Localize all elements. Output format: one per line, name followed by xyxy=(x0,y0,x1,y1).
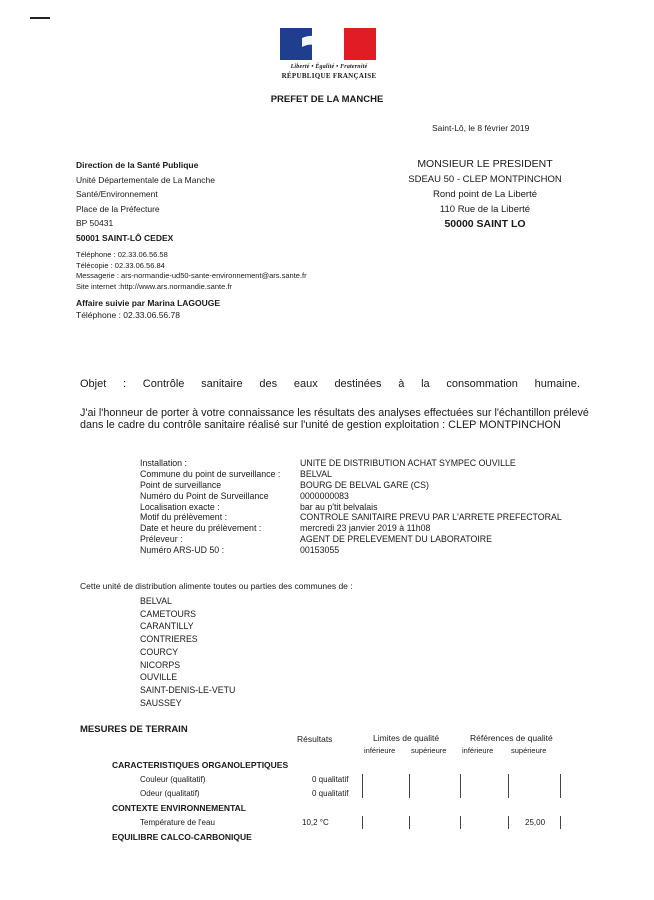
objet-line xyxy=(80,378,580,390)
followed-block xyxy=(76,298,220,321)
date-line: Saint-Lô, le 8 février 2019 xyxy=(432,123,530,133)
objet-word: : xyxy=(123,378,127,390)
table-divider xyxy=(362,774,363,798)
commune-item: CARANTILLY xyxy=(140,621,194,632)
recipient-line: Rond point de La Liberté xyxy=(432,189,538,200)
row-temp-ref-sup: 25,00 xyxy=(525,818,546,827)
sender-website[interactable]: Site internet :http://www.ars.normandie.sante.fr xyxy=(76,281,232,291)
commune-item: CONTRIERES xyxy=(140,634,198,645)
sender-contact xyxy=(76,250,307,292)
table-divider xyxy=(560,774,561,798)
info-table xyxy=(140,458,600,556)
objet-word: des xyxy=(259,378,278,390)
commune-item: NICORPS xyxy=(140,659,181,670)
objet-word: humaine. xyxy=(534,378,580,390)
table-divider xyxy=(560,816,561,829)
table-divider xyxy=(460,774,461,798)
followed-phone: Téléphone : 02.33.06.56.78 xyxy=(76,309,180,320)
row-odor-label: Odeur (qualitatif) xyxy=(140,789,200,798)
info-value: mercredi 23 janvier 2019 à 11h08 xyxy=(300,523,431,534)
col-ref-inf: inférieure xyxy=(462,746,494,755)
info-value: UNITE DE DISTRIBUTION ACHAT SYMPEC OUVILLE xyxy=(300,458,516,468)
motto: Liberté • Égalité • Fraternité xyxy=(290,64,368,70)
info-label: Préleveur : xyxy=(140,534,183,545)
table-divider xyxy=(362,816,363,829)
objet-word: destinées xyxy=(334,378,382,390)
row-temp-value: 10,2 °C xyxy=(302,818,329,827)
sender-line: Place de la Préfecture xyxy=(76,203,160,214)
table-divider xyxy=(508,816,509,829)
info-row xyxy=(140,458,600,469)
table-divider xyxy=(460,816,461,829)
info-label: Installation : xyxy=(140,458,187,468)
section-calco: EQUILIBRE CALCO-CARBONIQUE xyxy=(112,832,252,842)
col-results: Résultats xyxy=(297,734,333,744)
info-row xyxy=(140,534,600,545)
commune-item: SAINT-DENIS-LE-VETU xyxy=(140,684,236,695)
col-limit-sup: supérieure xyxy=(411,746,447,755)
info-label: Date et heure du prélèvement : xyxy=(140,523,262,534)
info-value: CONTROLE SANITAIRE PREVU PAR L'ARRETE PREFECTORAL xyxy=(300,512,562,523)
row-temp-label: Température de l'eau xyxy=(140,818,215,827)
objet-word: la xyxy=(421,378,430,390)
info-value: BELVAL xyxy=(300,468,332,479)
sender-line: Direction de la Santé Publique xyxy=(76,160,199,170)
info-label: Commune du point de surveillance : xyxy=(140,468,281,479)
sender-email[interactable]: Messagerie : ars-normandie-ud50-sante-environnement@ars.sante.fr xyxy=(76,271,307,280)
section-environment: CONTEXTE ENVIRONNEMENTAL xyxy=(112,803,246,813)
table-divider xyxy=(409,816,410,829)
col-limit-inf: inférieure xyxy=(364,746,396,755)
row-odor-value: 0 qualitatif xyxy=(312,789,349,798)
corner-mark xyxy=(30,17,50,19)
sender-line: BP 50431 xyxy=(76,218,114,228)
communes-list xyxy=(140,595,235,709)
sender-fax: Télécopie : 02.33.06.56.84 xyxy=(76,260,165,270)
sender-block xyxy=(76,158,215,245)
recipient-line: 110 Rue de la Liberté xyxy=(439,204,531,215)
info-value: bar au p'tit belvalais xyxy=(300,501,378,512)
objet-word: à xyxy=(398,378,405,390)
objet-word: Contrôle xyxy=(142,378,185,390)
sender-line: 50001 SAINT-LÔ CEDEX xyxy=(76,232,174,243)
col-ref-sup: supérieure xyxy=(511,746,547,755)
communes-intro: Cette unité de distribution alimente toutes ou parties des communes de : xyxy=(80,581,353,591)
commune-item: SAUSSEY xyxy=(140,697,182,708)
objet-word: consommation xyxy=(446,378,518,390)
sender-line: Unité Départementale de La Manche xyxy=(76,174,215,185)
info-value: 00153055 xyxy=(300,545,340,556)
flag-icon xyxy=(280,28,376,60)
objet-word: eaux xyxy=(293,378,318,390)
info-value: 0000000083 xyxy=(300,490,349,501)
objet-word: Objet xyxy=(80,378,107,390)
info-row xyxy=(140,491,600,502)
commune-item: CAMETOURS xyxy=(140,608,197,619)
prefet-title: PREFET DE LA MANCHE xyxy=(270,94,384,105)
info-label: Point de surveillance xyxy=(140,479,222,490)
table-divider xyxy=(409,774,410,798)
row-color-value: 0 qualitatif xyxy=(312,775,349,784)
intro-paragraph: J'ai l'honneur de porter à votre connaissance les résultats des analyses effectuées sur l'échantillon prélevé dans le cadre du contrôle sanitaire réalisé sur l'unité de gestion exploitation : CLEP MONTPINCHON xyxy=(80,407,589,431)
recipient-line: MONSIEUR LE PRESIDENT xyxy=(417,158,553,170)
info-row xyxy=(140,480,600,491)
republic-name: RÉPUBLIQUE FRANÇAISE xyxy=(281,72,377,80)
commune-item: COURCY xyxy=(140,646,179,657)
recipient-line: SDEAU 50 - CLEP MONTPINCHON xyxy=(408,174,562,185)
info-label: Localisation exacte : xyxy=(140,501,220,512)
col-limits: Limites de qualité xyxy=(373,733,440,743)
info-label: Motif du prélèvement : xyxy=(140,512,228,523)
followed-by: Affaire suivie par Marina LAGOUGE xyxy=(76,298,221,308)
row-color-label: Couleur (qualitatif) xyxy=(140,775,206,784)
commune-item: BELVAL xyxy=(140,596,172,606)
info-value: BOURG DE BELVAL GARE (CS) xyxy=(300,479,429,490)
sender-phone: Téléphone : 02.33.06.56.58 xyxy=(76,250,168,259)
info-label: Numéro ARS-UD 50 : xyxy=(140,545,225,556)
col-references: Références de qualité xyxy=(470,733,553,743)
section-organoleptic: CARACTERISTIQUES ORGANOLEPTIQUES xyxy=(112,760,289,770)
sender-line: Santé/Environnement xyxy=(76,189,158,199)
objet-word: sanitaire xyxy=(201,378,243,390)
info-value: AGENT DE PRELEVEMENT DU LABORATOIRE xyxy=(300,534,492,545)
info-row xyxy=(140,523,600,534)
info-label: Numéro du Point de Surveillance xyxy=(140,490,269,501)
measures-title: MESURES DE TERRAIN xyxy=(80,724,188,735)
commune-item: OUVILLE xyxy=(140,672,178,683)
info-row xyxy=(140,545,600,556)
table-divider xyxy=(508,774,509,798)
info-row xyxy=(140,512,600,523)
recipient-line: 50000 SAINT LO xyxy=(444,218,526,230)
info-row xyxy=(140,469,600,480)
republic-logo xyxy=(280,28,378,80)
recipient-block xyxy=(380,157,590,232)
info-row xyxy=(140,502,600,513)
